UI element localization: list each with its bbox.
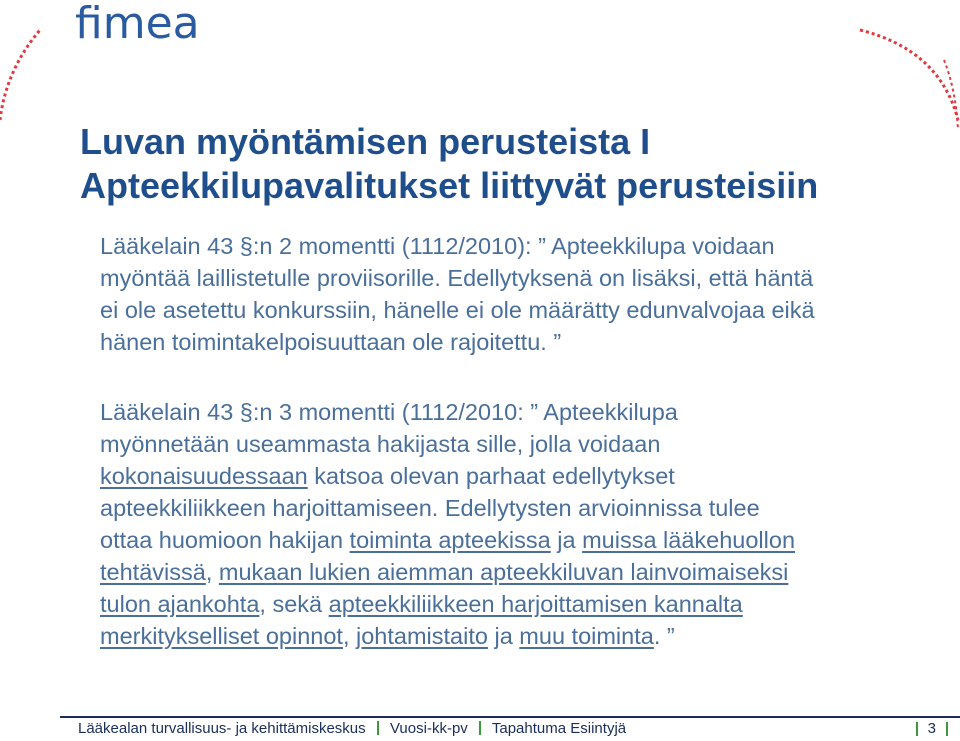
text-segment: , bbox=[205, 559, 219, 585]
decorative-arc-right bbox=[860, 30, 958, 120]
decorative-arc-right-lower bbox=[944, 60, 958, 130]
footer-separator bbox=[946, 722, 948, 736]
underlined-term: apteekkiliikkeen harjoittamisen kannalta bbox=[328, 591, 743, 617]
footer-separator bbox=[479, 721, 481, 735]
text-segment: . ” bbox=[653, 623, 675, 649]
text-segment: ja bbox=[487, 623, 520, 649]
text-segment: ja bbox=[550, 527, 583, 553]
footer-date: Vuosi-kk-pv bbox=[389, 720, 468, 737]
slide-title bbox=[80, 120, 940, 208]
paragraph-line: myöntää laillistetulle proviisorille. Edellytyksenä on lisäksi, että häntä bbox=[100, 265, 814, 291]
paragraph-line: Lääkelain 43 §:n 2 momentti (1112/2010): ” Apteekkilupa voidaan bbox=[100, 233, 775, 259]
footer-separator bbox=[377, 721, 379, 735]
underlined-term: kokonaisuudessaan bbox=[100, 463, 308, 489]
underlined-term: tehtävissä bbox=[100, 559, 206, 585]
underlined-term: muissa lääkehuollon bbox=[582, 527, 796, 553]
underlined-term: toiminta apteekissa bbox=[349, 527, 551, 553]
underlined-term: mukaan lukien aiemman apteekkiluvan lainvoimaiseksi bbox=[218, 559, 789, 585]
paragraph-line bbox=[100, 524, 940, 556]
paragraph-line bbox=[100, 620, 940, 652]
paragraph-line bbox=[100, 588, 940, 620]
slide-footer bbox=[78, 718, 960, 740]
footer-organization: Lääkealan turvallisuus- ja kehittämiskeskus bbox=[78, 720, 366, 737]
paragraph-line: myönnetään useammasta hakijasta sille, jolla voidaan bbox=[100, 431, 661, 457]
underlined-term: merkitykselliset opinnot bbox=[100, 623, 343, 649]
paragraph-line: ei ole asetettu konkurssiin, hänelle ei ole määrätty edunvalvojaa eikä bbox=[100, 297, 815, 323]
page-number: 3 bbox=[927, 720, 936, 737]
paragraph-law-43-2 bbox=[100, 230, 940, 358]
text-segment: ottaa huomioon hakijan bbox=[100, 527, 350, 553]
paragraph-line bbox=[100, 556, 940, 588]
text-segment: , sekä bbox=[259, 591, 329, 617]
underlined-term: johtamistaito bbox=[356, 623, 488, 649]
paragraph-line bbox=[100, 460, 940, 492]
fimea-logo: fimea bbox=[75, 0, 200, 49]
paragraph-line: hänen toimintakelpoisuuttaan ole rajoitettu. ” bbox=[100, 329, 562, 355]
underlined-term: tulon ajankohta bbox=[100, 591, 260, 617]
text-segment: , bbox=[342, 623, 356, 649]
slide-title-line-2: Apteekkilupavalitukset liittyvät perusteisiin bbox=[80, 165, 819, 206]
paragraph-line: apteekkiliikkeen harjoittamiseen. Edellytysten arvioinnissa tulee bbox=[100, 495, 760, 521]
underlined-term: muu toiminta bbox=[519, 623, 654, 649]
paragraph-line: Lääkelain 43 §:n 3 momentti (1112/2010: ” Apteekkilupa bbox=[100, 399, 678, 425]
text-segment: katsoa olevan parhaat edellytykset bbox=[307, 463, 675, 489]
footer-separator bbox=[916, 722, 918, 736]
paragraph-law-43-3 bbox=[100, 396, 940, 652]
footer-event: Tapahtuma Esiintyjä bbox=[491, 720, 627, 737]
decorative-arc-left bbox=[0, 30, 40, 120]
slide-title-line-1: Luvan myöntämisen perusteista I bbox=[80, 121, 651, 162]
